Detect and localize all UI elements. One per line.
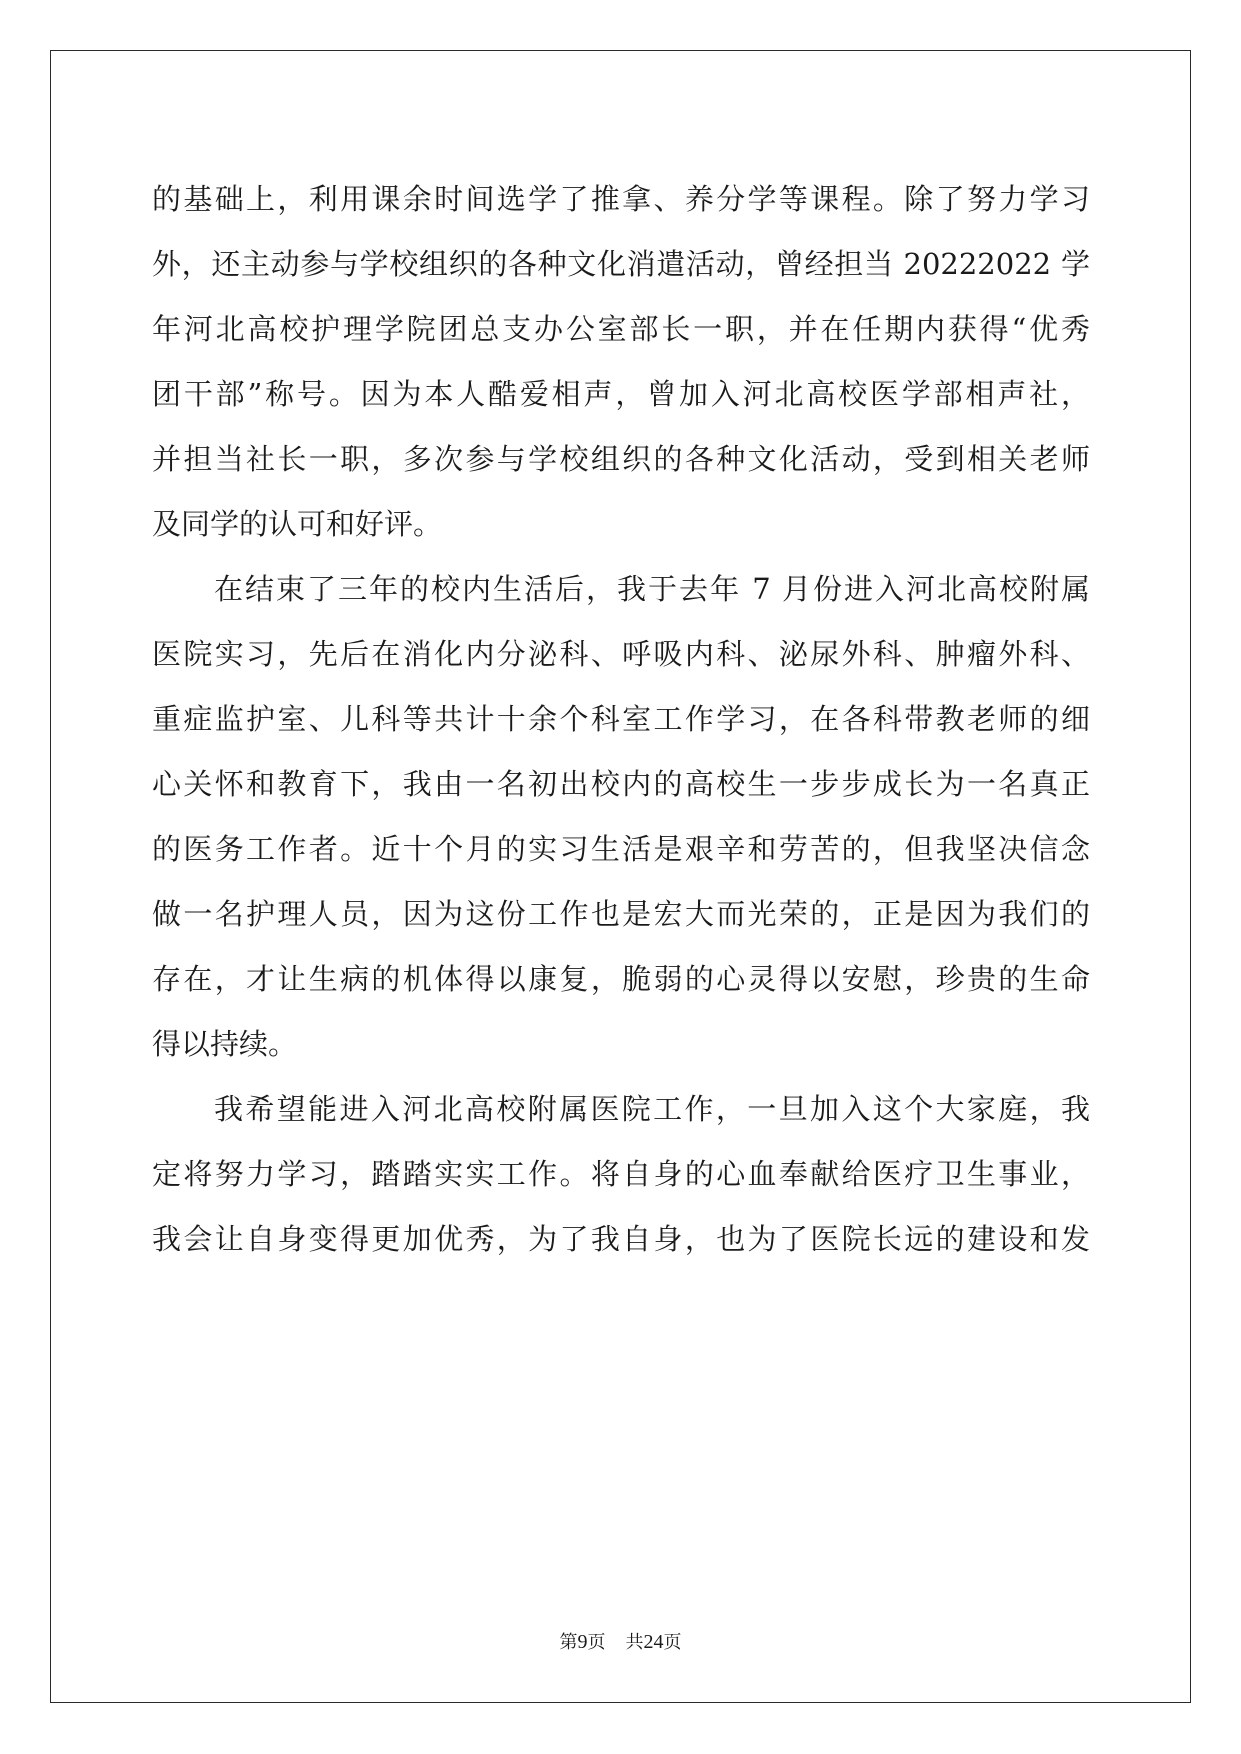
page-footer xyxy=(0,1628,1241,1654)
page-number: 9 xyxy=(577,1631,588,1653)
text-line: 得以持续。 xyxy=(152,1027,298,1061)
document-body xyxy=(152,157,1090,1282)
text-line: 年河北高校护理学院团总支办公室部长一职，并在任期内获得“优秀 xyxy=(152,312,1090,346)
text-line: 重症监护室、儿科等共计十余个科室工作学习，在各科带教老师的细 xyxy=(152,702,1090,736)
text-line: 的基础上，利用课余时间选学了推拿、养分学等课程。除了努力学习 xyxy=(152,182,1090,216)
total-pages: 24 xyxy=(643,1631,664,1653)
text-line: 做一名护理人员，因为这份工作也是宏大而光荣的，正是因为我们的 xyxy=(152,897,1090,931)
paragraph-start-line: 我希望能进入河北高校附属医院工作，一旦加入这个大家庭，我 xyxy=(214,1092,1090,1126)
page-prefix: 第 xyxy=(559,1632,578,1653)
total-prefix: 共 xyxy=(625,1632,644,1653)
text-line: 的医务工作者。近十个月的实习生活是艰辛和劳苦的，但我坚决信念 xyxy=(152,832,1090,866)
text-line: 及同学的认可和好评。 xyxy=(152,507,443,541)
page-suffix: 页 xyxy=(587,1632,606,1653)
text-line: 存在，才让生病的机体得以康复，脆弱的心灵得以安慰，珍贵的生命 xyxy=(152,962,1090,996)
total-suffix: 页 xyxy=(663,1632,682,1653)
text-line: 定将努力学习，踏踏实实工作。将自身的心血奉献给医疗卫生事业， xyxy=(152,1157,1090,1191)
text-line: 团干部”称号。因为本人酷爱相声，曾加入河北高校医学部相声社， xyxy=(152,377,1090,411)
text-line: 医院实习，先后在消化内分泌科、呼吸内科、泌尿外科、肿瘤外科、 xyxy=(152,637,1090,671)
paragraph-start-line: 在结束了三年的校内生活后，我于去年 7 月份进入河北高校附属 xyxy=(214,572,1090,606)
text-line: 心关怀和教育下，我由一名初出校内的高校生一步步成长为一名真正 xyxy=(152,767,1090,801)
text-line: 并担当社长一职，多次参与学校组织的各种文化活动，受到相关老师 xyxy=(152,442,1090,476)
text-line: 我会让自身变得更加优秀，为了我自身，也为了医院长远的建设和发 xyxy=(152,1222,1090,1256)
text-line: 外，还主动参与学校组织的各种文化消遣活动，曾经担当 20222022 学 xyxy=(152,247,1090,281)
